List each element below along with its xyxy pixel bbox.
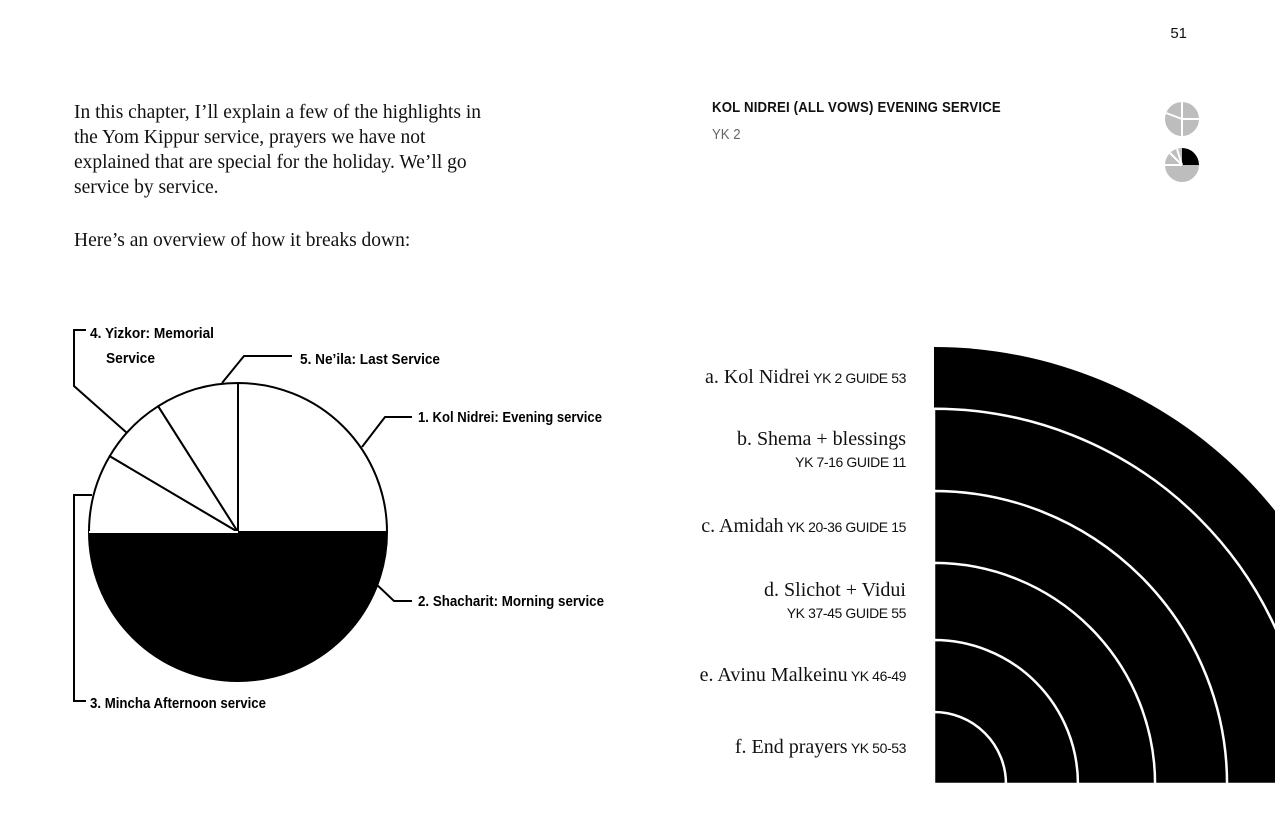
ring-name: c. Amidah	[701, 515, 784, 537]
ring-label-b	[737, 428, 906, 470]
ring-name: f. End prayers	[734, 736, 848, 758]
ring-name: b. Shema + blessings	[736, 428, 906, 450]
ring-name: d. Slichot + Vidui	[764, 579, 906, 601]
page-number: 51	[1170, 25, 1187, 42]
leader-line-shacharit	[375, 583, 412, 601]
ring-label-d	[764, 579, 906, 621]
ring-ref: YK 37-45 GUIDE 55	[786, 605, 906, 621]
intro-paragraph-1: In this chapter, I’ll explain a few of the highlights in the Yom Kippur service, prayers we have not explained that are special for the holiday. We’ll go service by service.	[74, 102, 481, 198]
intro-text	[74, 100, 494, 253]
ring-ref: YK 2 GUIDE 53	[809, 370, 906, 386]
ring-name: a. Kol Nidrei	[704, 366, 810, 388]
pie-slice-shacharit	[89, 532, 387, 681]
section-subtitle: YK 2	[712, 126, 741, 143]
ring-ref: YK 46-49	[847, 668, 906, 684]
ring-label-e	[700, 664, 906, 687]
service-1-icon	[1165, 102, 1199, 136]
service-2-icon	[1165, 148, 1199, 182]
ring-label-a	[705, 366, 906, 389]
ring-label-f	[735, 736, 906, 759]
pie-label-shacharit: 2. Shacharit: Morning service	[418, 593, 604, 610]
intro-paragraph-2: Here’s an overview of how it breaks down:	[74, 230, 411, 251]
progress-icons	[1163, 101, 1203, 187]
evening-service-arcs	[934, 347, 1275, 787]
services-pie-chart	[0, 300, 640, 730]
ring-label-c	[701, 515, 906, 538]
pie-label-yizkor-line2: Service	[106, 350, 155, 367]
ring-ref: YK 20-36 GUIDE 15	[783, 519, 906, 535]
section-title: KOL NIDREI (ALL VOWS) EVENING SERVICE	[712, 99, 1001, 116]
ring-ref: YK 50-53	[847, 740, 906, 756]
pie-label-yizkor: 4. Yizkor: Memorial	[90, 325, 214, 342]
pie-label-kol-nidrei: 1. Kol Nidrei: Evening service	[418, 409, 602, 426]
pie-label-neila: 5. Ne’ila: Last Service	[300, 351, 440, 368]
pie-slice-kol-nidrei	[238, 383, 387, 532]
leader-line-kol-nidrei	[362, 417, 412, 447]
leader-line-neila	[222, 356, 292, 383]
ring-name: e. Avinu Malkeinu	[699, 664, 848, 686]
ring-ref: YK 7-16 GUIDE 11	[795, 454, 906, 470]
leader-line-yizkor	[74, 330, 127, 433]
pie-label-mincha: 3. Mincha Afternoon service	[90, 695, 266, 712]
